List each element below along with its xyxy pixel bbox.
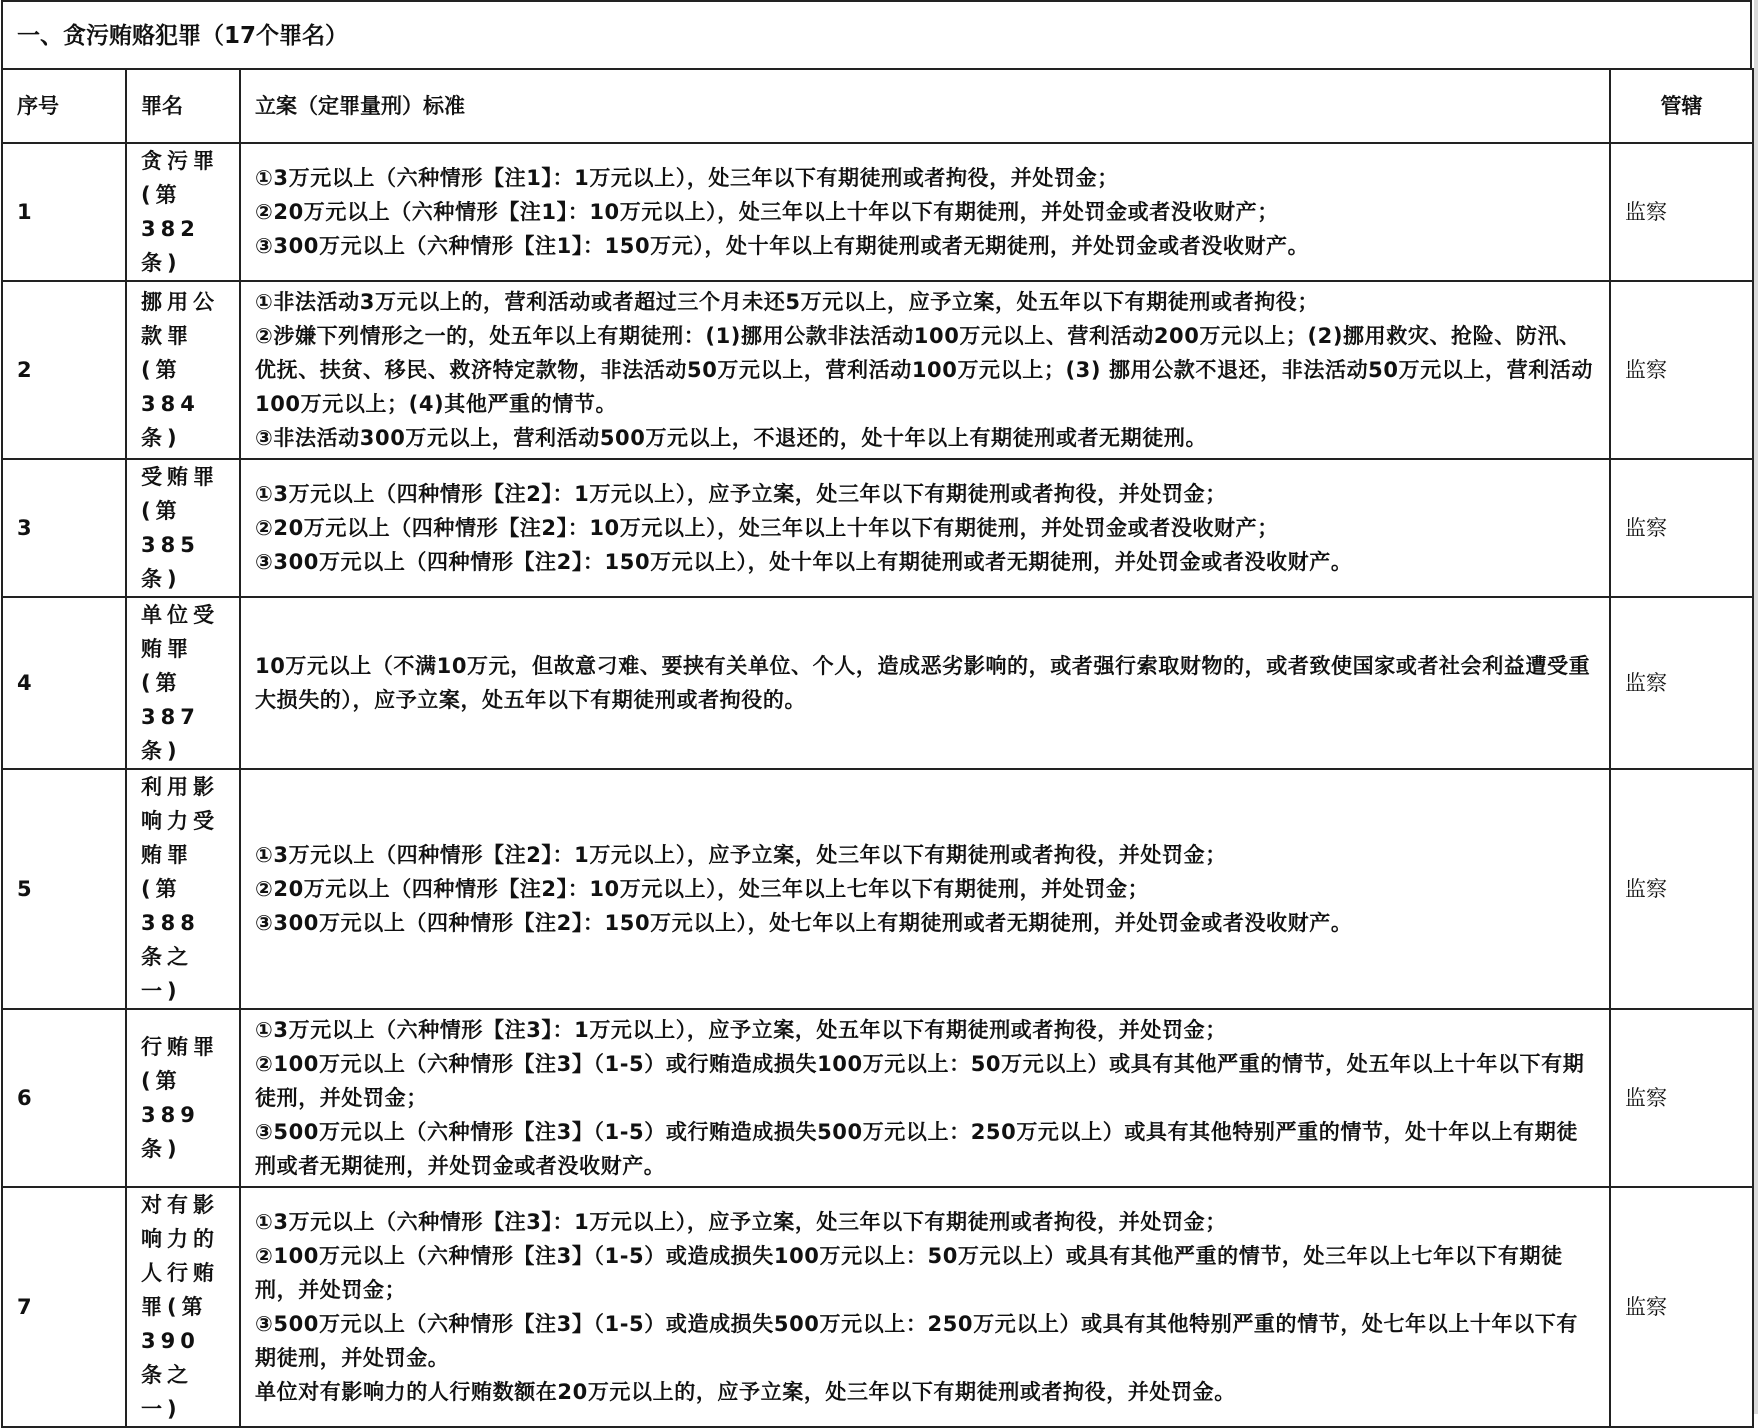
jurisdiction: 监察 xyxy=(1610,597,1753,769)
row-number: 2 xyxy=(2,281,126,459)
filing-standard xyxy=(240,597,1610,769)
table-row xyxy=(2,1009,1753,1187)
jurisdiction: 监察 xyxy=(1610,281,1753,459)
row-number: 5 xyxy=(2,769,126,1009)
header-no: 序号 xyxy=(2,69,126,143)
standard-line: ②20万元以上（六种情形【注1】：10万元以上），处三年以上十年以下有期徒刑，并处罚金或者没收财产； xyxy=(255,200,1279,224)
crime-name: 受贿罪(第 385条) xyxy=(126,459,240,597)
table-row xyxy=(2,597,1753,769)
row-number: 7 xyxy=(2,1187,126,1427)
standard-line: ③300万元以上（六种情形【注1】：150万元），处十年以上有期徒刑或者无期徒刑，并处罚金或者没收财产。 xyxy=(255,234,1310,258)
table-row xyxy=(2,769,1753,1009)
crime-name: 利用影响力受贿罪(第388 条之一) xyxy=(126,769,240,1009)
standard-line: ③300万元以上（四种情形【注2】：150万元以上），处十年以上有期徒刑或者无期徒刑，并处罚金或者没收财产。 xyxy=(255,550,1353,574)
jurisdiction: 监察 xyxy=(1610,459,1753,597)
standard-line: ①3万元以上（六种情形【注3】：1万元以上），应予立案，处五年以下有期徒刑或者拘役，并处罚金； xyxy=(255,1018,1227,1042)
standard-line: ②20万元以上（四种情形【注2】：10万元以上），处三年以上七年以下有期徒刑，并处罚金； xyxy=(255,877,1150,901)
row-number: 3 xyxy=(2,459,126,597)
standard-line: 单位对有影响力的人行贿数额在20万元以上的，应予立案，处三年以下有期徒刑或者拘役，并处罚金。 xyxy=(255,1380,1236,1404)
crime-name: 挪用公款罪(第384条) xyxy=(126,281,240,459)
right-edge-shadow xyxy=(1754,0,1758,1414)
standard-line: ③500万元以上（六种情形【注3】（1-5）或造成损失500万元以上：250万元以上）或具有其他特别严重的情节，处七年以上十年以下有期徒刑，并处罚金。 xyxy=(255,1312,1578,1370)
header-standard: 立案（定罪量刑）标准 xyxy=(240,69,1610,143)
table-header-row xyxy=(2,69,1753,143)
standard-line: ②100万元以上（六种情形【注3】（1-5）或造成损失100万元以上：50万元以上）或具有其他严重的情节，处三年以上七年以下有期徒刑，并处罚金； xyxy=(255,1244,1563,1302)
row-number: 6 xyxy=(2,1009,126,1187)
standard-line: ①非法活动3万元以上的，营利活动或者超过三个月未还5万元以上，应予立案，处五年以下有期徒刑或者拘役； xyxy=(255,290,1319,314)
filing-standard xyxy=(240,459,1610,597)
filing-standard xyxy=(240,1009,1610,1187)
table-row xyxy=(2,1187,1753,1427)
header-jurisdiction: 管辖 xyxy=(1610,69,1753,143)
standard-line: ①3万元以上（四种情形【注2】：1万元以上），应予立案，处三年以下有期徒刑或者拘役，并处罚金； xyxy=(255,482,1227,506)
crime-name: 行贿罪(第 389条) xyxy=(126,1009,240,1187)
jurisdiction: 监察 xyxy=(1610,1187,1753,1427)
standard-line: ①3万元以上（四种情形【注2】：1万元以上），应予立案，处三年以下有期徒刑或者拘役，并处罚金； xyxy=(255,843,1227,867)
standard-line: ①3万元以上（六种情形【注3】：1万元以上），应予立案，处三年以下有期徒刑或者拘役，并处罚金； xyxy=(255,1210,1227,1234)
standard-line: ③非法活动300万元以上，营利活动500万元以上，不退还的，处十年以上有期徒刑或者无期徒刑。 xyxy=(255,426,1208,450)
filing-standard xyxy=(240,281,1610,459)
table-row xyxy=(2,143,1753,281)
standard-line: ②涉嫌下列情形之一的，处五年以上有期徒刑：(1)挪用公款非法活动100万元以上、营利活动200万元以上；(2)挪用救灾、抢险、防汛、优抚、扶贫、移民、救济特定款物，非法活动50万元以上，营利活动100万元以上；(3) 挪用公款不退还，非法活动50万元以上，营利活动100万元以上；(4)其他严重的情节。 xyxy=(255,324,1593,416)
header-name: 罪名 xyxy=(126,69,240,143)
standard-line: 10万元以上（不满10万元，但故意刁难、要挟有关单位、个人，造成恶劣影响的，或者强行索取财物的，或者致使国家或者社会利益遭受重大损失的），应予立案，处五年以下有期徒刑或者拘役的。 xyxy=(255,654,1591,712)
standard-line: ③300万元以上（四种情形【注2】：150万元以上），处七年以上有期徒刑或者无期徒刑，并处罚金或者没收财产。 xyxy=(255,911,1353,935)
jurisdiction: 监察 xyxy=(1610,769,1753,1009)
jurisdiction: 监察 xyxy=(1610,1009,1753,1187)
table-row xyxy=(2,459,1753,597)
table-row xyxy=(2,281,1753,459)
crime-name: 贪污罪(第 382条) xyxy=(126,143,240,281)
standard-line: ②100万元以上（六种情形【注3】（1-5）或行贿造成损失100万元以上：50万元以上）或具有其他严重的情节，处五年以上十年以下有期徒刑，并处罚金； xyxy=(255,1052,1585,1110)
crime-name: 对有影响力的人行贿罪(第390条之一) xyxy=(126,1187,240,1427)
filing-standard xyxy=(240,143,1610,281)
section-title: 一、贪污贿赂犯罪（17个罪名） xyxy=(1,0,1752,68)
crime-name: 单位受贿罪(第387条) xyxy=(126,597,240,769)
standard-line: ②20万元以上（四种情形【注2】：10万元以上），处三年以上十年以下有期徒刑，并处罚金或者没收财产； xyxy=(255,516,1279,540)
jurisdiction: 监察 xyxy=(1610,143,1753,281)
standard-line: ③500万元以上（六种情形【注3】（1-5）或行贿造成损失500万元以上：250万元以上）或具有其他特别严重的情节，处十年以上有期徒刑或者无期徒刑，并处罚金或者没收财产。 xyxy=(255,1120,1578,1178)
filing-standard xyxy=(240,769,1610,1009)
crime-standards-table xyxy=(1,68,1754,1428)
row-number: 4 xyxy=(2,597,126,769)
filing-standard xyxy=(240,1187,1610,1427)
standard-line: ①3万元以上（六种情形【注1】：1万元以上），处三年以下有期徒刑或者拘役，并处罚金； xyxy=(255,166,1119,190)
row-number: 1 xyxy=(2,143,126,281)
